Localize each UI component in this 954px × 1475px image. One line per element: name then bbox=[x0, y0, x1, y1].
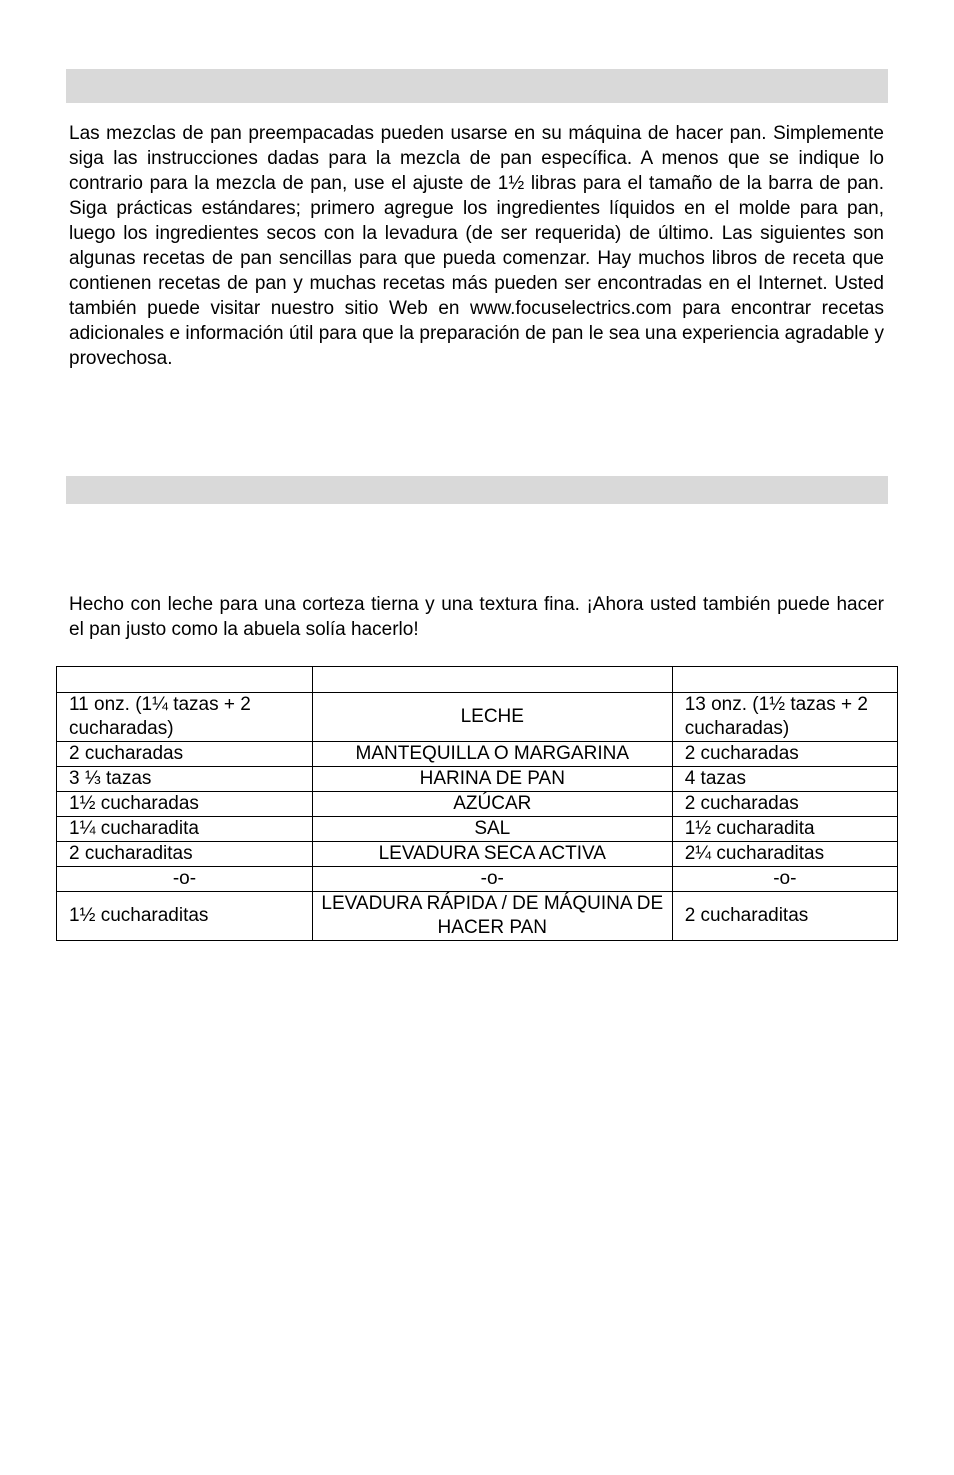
header-cell-large bbox=[672, 667, 897, 693]
cell-ingredient: LEVADURA RÁPIDA / DE MÁQUINA DE HACER PAN bbox=[312, 892, 672, 941]
cell-ingredient: LEVADURA SECA ACTIVA bbox=[312, 842, 672, 867]
cell-large-amount: 2 cucharadas bbox=[672, 742, 897, 767]
cell-ingredient: HARINA DE PAN bbox=[312, 767, 672, 792]
cell-ingredient: SAL bbox=[312, 817, 672, 842]
table-row bbox=[57, 817, 898, 842]
cell-large-amount: 2 cucharaditas bbox=[672, 892, 897, 941]
section-header-bar bbox=[66, 69, 888, 103]
cell-ingredient: AZÚCAR bbox=[312, 792, 672, 817]
cell-small-amount: 1¼ cucharadita bbox=[57, 817, 313, 842]
cell-large-amount: 1½ cucharadita bbox=[672, 817, 897, 842]
recipe-description: Hecho con leche para una corteza tierna y una textura fina. ¡Ahora usted también puede hacer el pan justo como la abuela solía hacerlo! bbox=[69, 594, 884, 640]
table-row bbox=[57, 767, 898, 792]
cell-small-amount: 2 cucharadas bbox=[57, 742, 313, 767]
recipe-header-bar bbox=[66, 476, 888, 504]
cell-ingredient: -o- bbox=[312, 867, 672, 892]
table-row bbox=[57, 892, 898, 941]
cell-small-amount: 3 ⅓ tazas bbox=[57, 767, 313, 792]
cell-large-amount: 2¼ cucharaditas bbox=[672, 842, 897, 867]
cell-small-amount: 11 onz. (1¼ tazas + 2 cucharadas) bbox=[57, 693, 313, 742]
header-cell-small bbox=[57, 667, 313, 693]
header-cell-ingredient bbox=[312, 667, 672, 693]
cell-large-amount: 2 cucharadas bbox=[672, 792, 897, 817]
table-row bbox=[57, 693, 898, 742]
table-row bbox=[57, 742, 898, 767]
cell-large-amount: -o- bbox=[672, 867, 897, 892]
cell-large-amount: 4 tazas bbox=[672, 767, 897, 792]
cell-small-amount: -o- bbox=[57, 867, 313, 892]
cell-ingredient: LECHE bbox=[312, 693, 672, 742]
table-row bbox=[57, 792, 898, 817]
table-row bbox=[57, 867, 898, 892]
table-header-row bbox=[57, 667, 898, 693]
table-row bbox=[57, 842, 898, 867]
cell-ingredient: MANTEQUILLA O MARGARINA bbox=[312, 742, 672, 767]
cell-large-amount: 13 onz. (1½ tazas + 2 cucharadas) bbox=[672, 693, 897, 742]
ingredients-table bbox=[56, 666, 898, 941]
cell-small-amount: 2 cucharaditas bbox=[57, 842, 313, 867]
intro-paragraph: Las mezclas de pan preempacadas pueden usarse en su máquina de hacer pan. Simplemente siga las instrucciones dadas para la mezcla de pan específica. A menos que se indique lo contrario para la mezcla de pan, use el ajuste de 1½ libras para el tamaño de la barra de pan. Siga prácticas estándares; primero agregue los ingredientes líquidos en el molde para pan, luego los ingredientes secos con la levadura (de ser requerida) de último. Las siguientes son algunas recetas de pan sencillas para que pueda comenzar. Hay muchos libros de receta que contienen recetas de pan y muchas recetas más pueden ser encontradas en el Internet. Usted también puede visitar nuestro sitio Web en www.focuselectrics.com para encontrar recetas adicionales e información útil para que la preparación de pan le sea una experiencia agradable y provechosa. bbox=[69, 123, 884, 369]
cell-small-amount: 1½ cucharaditas bbox=[57, 892, 313, 941]
cell-small-amount: 1½ cucharadas bbox=[57, 792, 313, 817]
